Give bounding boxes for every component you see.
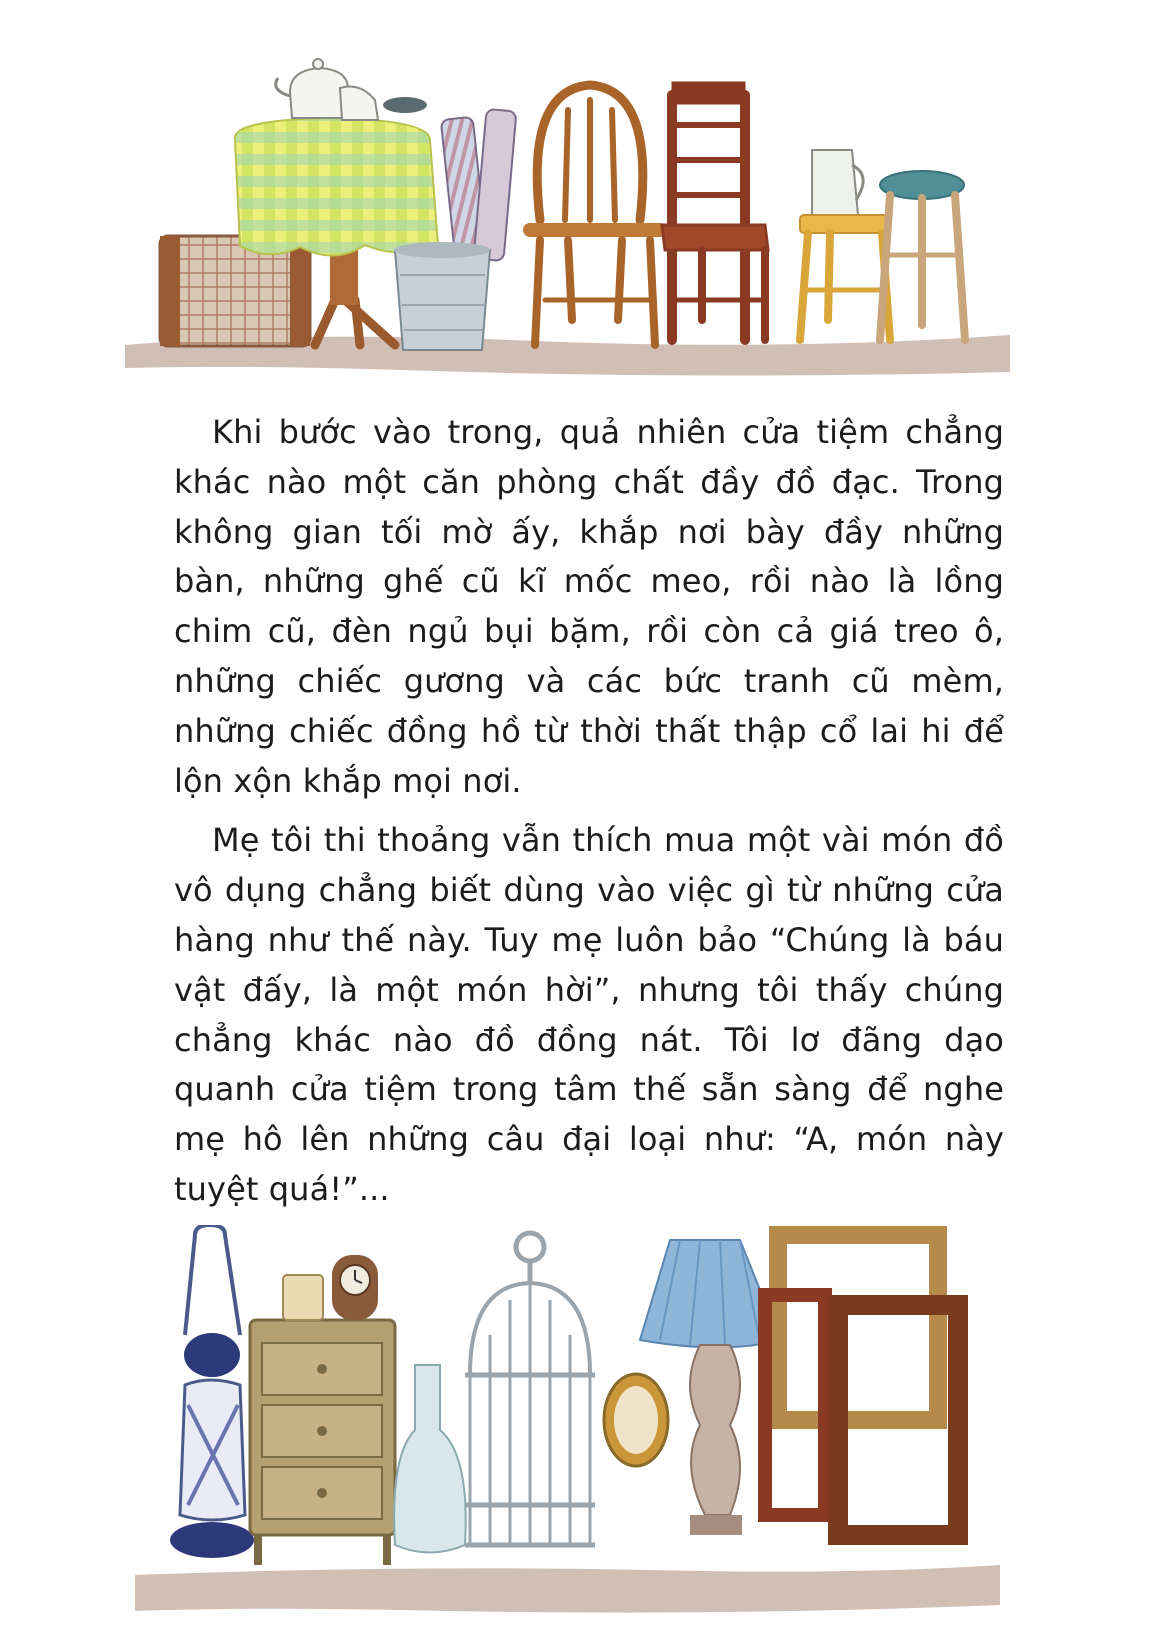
story-paragraph: Mẹ tôi thi thoảng vẫn thích mua một vài món đồ vô dụng chẳng biết dùng vào việc gì từ những cửa hàng như thế này. Tuy mẹ luôn bảo “Chúng là báu vật đấy, là một món hời”, nhưng tôi thấy chúng chẳng khác nào đồ đồng nát. Tôi lơ đãng dạo quanh cửa tiệm trong tâm thế sẵn sàng để nghe mẹ hô lên những câu đại loại như: “A, món này tuyệt quá!”... bbox=[174, 821, 1004, 1208]
teal-stool-icon bbox=[880, 171, 965, 340]
clock-icon bbox=[283, 1255, 378, 1320]
red-chair-icon bbox=[662, 82, 768, 340]
nightstand-icon bbox=[250, 1320, 395, 1565]
floor bbox=[135, 1565, 1000, 1613]
antique-items-illustration bbox=[0, 1225, 1158, 1646]
antique-furniture-illustration bbox=[0, 0, 1158, 385]
birdcage-icon bbox=[465, 1233, 595, 1545]
lantern-icon bbox=[170, 1225, 254, 1558]
vase-icon bbox=[394, 1365, 466, 1553]
paper-rolls-icon bbox=[441, 109, 517, 261]
bucket-icon bbox=[394, 242, 490, 350]
story-text bbox=[174, 408, 1004, 1215]
story-paragraph: Khi bước vào trong, quả nhiên cửa tiệm chẳng khác nào một căn phòng chất đầy đồ đạc. Trong không gian tối mờ ấy, khắp nơi bày đầy những bàn, những ghế cũ kĩ mốc meo, rồi nào là lồng chim cũ, đèn ngủ bụi bặm, rồi còn cả giá treo ô, những chiếc gương và các bức tranh cũ mèm, những chiếc đồng hồ từ thời thất thập cổ lai hi để lộn xộn khắp mọi nơi. bbox=[174, 413, 1004, 800]
pitcher-icon bbox=[812, 150, 863, 220]
teapot-icon bbox=[276, 59, 427, 120]
oval-frame-icon bbox=[604, 1374, 668, 1466]
picture-frames-icon bbox=[765, 1235, 958, 1535]
wooden-chair-icon bbox=[530, 85, 660, 345]
yellow-stool-icon bbox=[800, 215, 890, 340]
